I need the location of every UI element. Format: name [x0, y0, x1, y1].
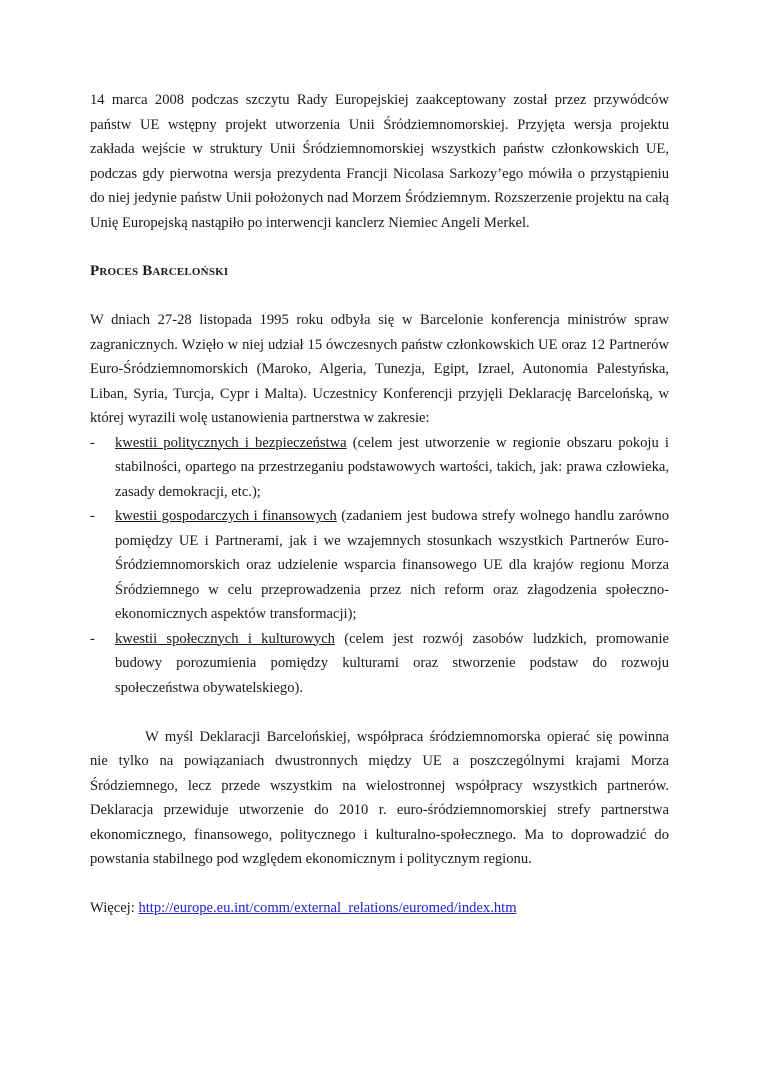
- more-info-line: [90, 896, 669, 921]
- list-item-topic: kwestii społecznych i kulturowych: [115, 630, 335, 647]
- document-page: [90, 88, 669, 921]
- list-item-description: (zadaniem jest budowa strefy wolnego handlu zarówno pomiędzy UE i Partnerami, jak i we wzajemnych stosunkach wszystkich Partnerów Euro-Śródziemnomorskich oraz udzielenie wsparcia finansowego UE dla krajów regionu Morza Śródziemnego w celu przeprowadzenia przez nich reform oraz złagodzenia społeczno-ekonomicznych aspektów transformacji);: [115, 508, 669, 622]
- list-item-description: (celem jest utworzenie w regionie obszaru pokoju i stabilności, opartego na przestrzeganiu podstawowych wartości, takich, jak: prawa człowieka, zasady demokracji, etc.);: [115, 434, 669, 500]
- declaration-paragraph: W myśl Deklaracji Barcelońskiej, współpraca śródziemnomorska opierać się powinna nie tylko na powiązaniach dwustronnych między UE a poszczególnymi krajami Morza Śródziemnego, lecz przede wszystkim na wielostronnej współpracy wszystkich partnerów. Deklaracja przewiduje utworzenie do 2010 r. euro-śródziemnomorskiej strefy partnerstwa ekonomicznego, finansowego, politycznego i kulturalno-społecznego. Ma to doprowadzić do powstania stabilnego pod względem ekonomicznym i politycznym regionu.: [90, 728, 669, 867]
- list-item: [90, 504, 669, 627]
- intro-paragraph: 14 marca 2008 podczas szczytu Rady Europejskiej zaakceptowany został przez przywódców państw UE wstępny projekt utworzenia Unii Śródziemnomorskiej. Przyjęta wersja projektu zakłada wejście w struktury Unii Śródziemnomorskiej wszystkich państw członkowskich UE, podczas gdy pierwotna wersja prezydenta Francji Nicolasa Sarkozy’ego mówiła o przystąpieniu do niej jedynie państw Unii położonych nad Morzem Śródziemnym. Rozszerzenie projektu na całą Unię Europejską nastąpiło po interwencji kanclerz Niemiec Angeli Merkel.: [90, 92, 669, 231]
- list-item-topic: kwestii gospodarczych i finansowych: [115, 508, 337, 524]
- list-item-description: (celem jest rozwój zasobów ludzkich, promowanie budowy porozumienia pomiędzy kulturami oraz stworzenie podstaw do rozwoju społeczeństwa obywatelskiego).: [115, 630, 669, 696]
- more-label: Więcej:: [90, 900, 139, 916]
- conference-paragraph: W dniach 27-28 listopada 1995 roku odbyła się w Barcelonie konferencja ministrów spraw zagranicznych. Wzięło w niej udział 15 ówczesnych państw członkowskich UE oraz 12 Partnerów Euro-Śródziemnomorskich (Maroko, Algeria, Tunezja, Egipt, Izrael, Autonomia Palestyńska, Liban, Syria, Turcja, Cypr i Malta). Uczestnicy Konferencji przyjęli Deklarację Barcelońską, w której wyrazili wolę ustanowienia partnerstwa w zakresie:: [90, 312, 669, 426]
- list-item: [90, 627, 669, 701]
- euromed-link[interactable]: http://europe.eu.int/comm/external_relations/euromed/index.htm: [138, 900, 517, 916]
- partnership-list: [90, 431, 669, 701]
- list-item-topic: kwestii politycznych i bezpieczeństwa: [115, 434, 347, 451]
- dash-bullet: -: [90, 508, 95, 524]
- section-heading: Proces Barceloński: [90, 263, 229, 279]
- dash-bullet: -: [90, 630, 95, 647]
- list-item: [90, 431, 669, 505]
- dash-bullet: -: [90, 434, 95, 451]
